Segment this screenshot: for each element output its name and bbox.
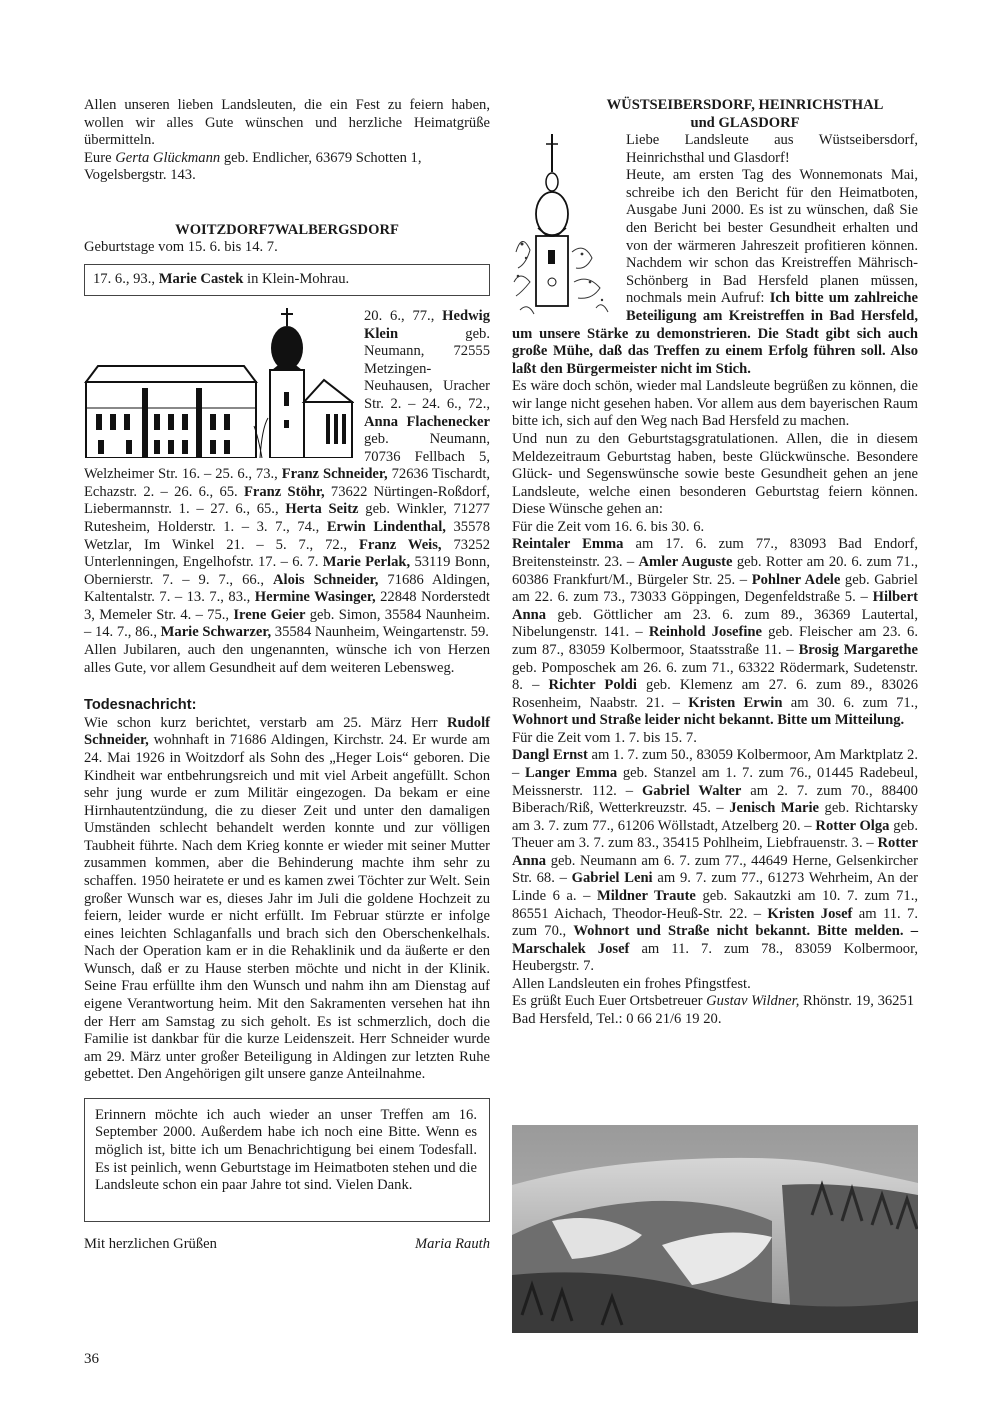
- box-entry-date: 17. 6., 93.,: [93, 271, 156, 288]
- signature-name: Maria Rauth: [415, 1235, 490, 1252]
- birthday-entry: Reintaler Emma am 17. 6. zum 77., 83093 Bad Endorf, Breitensteinstr. 23. –: [512, 536, 918, 571]
- birthday-entry: Rotter Olga geb. Theuer am 3. 7. zum 83., 35415 Pohlheim, Liebfrauenstr. 3. –: [512, 817, 918, 852]
- birthday-entry: Hermine Wasinger, 22848 Norderstedt 3, Memeler Str. 4. – 75.,: [84, 589, 490, 623]
- birthday-entry: Herta Seitz geb. Winkler, 71277 Rutesheim, Holderstr. 1. – 3. 7., 74.,: [84, 501, 490, 535]
- box-entry-place: in Klein-Mohrau.: [247, 271, 350, 288]
- birthday-entry: Jenisch Marie geb. Richtarsky am 3. 7. zum 77., 61206 Wöllstadt, Atzelberg 20. –: [512, 800, 918, 834]
- section-title-wuestseibersdorf: WÜSTSEIBERSDORF, HEINRICHSTHAL und GLASDORF: [606, 97, 884, 131]
- death-notice-text: Wie schon kurz berichtet, verstarb am 25. März Herr Rudolf Schneider, wohnhaft in 71686 Aldingen, Kirchstr. 24. Er wurde am 24. Mai 1926 in Woitzdorf als Sohn des „Heger Lois“ geboren. Die Kindheit war entbehrungsreich und mit viel Arbeit angefüllt. Schon sehr jung wurde er zum Militär eingezogen. Da bekam er eine Hirnhautentzündung, die zu dieser Zeit und unter den damaligen Umständen schlecht behandelt werden konnte und zur völligen Taubheit führte. Nach dem Krieg konnte er wieder mit seiner Mutter zusammen kommen, aber die Behinderung machte ihm sehr zu schaffen. 1950 heiratete er und es kamen zwei Töchter zur Welt. Sein großer Wunsch war es, dieses Jahr im Juli die goldene Hochzeit zu feiern, leider wurde er nicht erfüllt. Im Februar stürzte er infolge eines leichten Schlaganfalls und brach sich den Oberschenkelhals. Nach der Operation kam er in die Rehaklinik und da äußerte er den Wunsch, daß er zu Hause sterben möchte und nicht in der Klinik. Seine Frau erfüllte ihm den Wunsch und nahm ihn am Dienstag auf eigene Verantwortung heim. Mit den Sakramenten versehen hat ihn der Herr am Samstag zu sich geholt. Es ist schmerzlich, doch die Familie ist dankbar für die kurze Leidenszeit. Herr Schneider wurde am 29. März unter großer Beteiligung in Aldingen zur letzten Ruhe gebettet. Den Angehörigen gilt unsere ganze Anteilnahme.: [84, 714, 490, 1083]
- greeting-author: Gerta Glückmann: [115, 149, 221, 166]
- pfingst-wish: Allen Landsleuten ein frohes Pfingstfest.: [512, 975, 751, 992]
- period-2: Für die Zeit vom 1. 7. bis 15. 7.: [512, 729, 697, 746]
- birthday-entry: Brosig Margarethe geb. Pomposchek am 26. 6. zum 71., 63322 Rödermark, Sudetenstr. 8. –: [512, 641, 918, 694]
- birthday-entry: Erwin Lindenthal, 35578 Wetzlar, Im Winkel 21. – 5. 7., 72.,: [84, 518, 490, 553]
- closing-line: [84, 1236, 490, 1254]
- closing-text: Mit herzlichen Grüßen: [84, 1235, 217, 1252]
- reminder-text: Erinnern möchte ich auch wieder an unser Treffen am 16. September 2000. Außerdem habe ich noch eine Bitte. Wenn es möglich ist, bitte ich um Benachrichtigung bei einem Todesfall. Es ist peinlich, wenn Geburtstage im Heimatboten stehen und die Landsleute schon ein paar Jahre tot sind. Vielen Dank.: [95, 1106, 477, 1194]
- birthday-list-1: [512, 536, 918, 729]
- jubilare-wish: Allen Jubilaren, auch den ungenannten, wünsche ich von Herzen alles Gute, vor allem Gesundheit auf dem weiteren Lebensweg.: [84, 642, 490, 676]
- deceased-name: Rudolf Schneider,: [84, 714, 490, 749]
- birthday-list: [84, 308, 490, 642]
- mountain-landscape-photo: [512, 1125, 918, 1333]
- birthday-entry: Mildner Traute geb. Sakautzki am 10. 7. zum 71., 86551 Aichach, Theodor-Heuß-Str. 22. –: [512, 888, 918, 922]
- reminder-box: [84, 1098, 490, 1222]
- birthday-entry: Marie Schwarzer, 35584 Naunheim, Weingartenstr. 59.: [160, 624, 489, 641]
- page-number: 36: [84, 1351, 99, 1367]
- birthday-entry: Irene Geier geb. Simon, 35584 Naunheim. – 14. 7., 86.,: [84, 606, 490, 641]
- signoff: Es grüßt Euch Euer Ortsbetreuer Gustav Wildner, Rhönstr. 19, 36251 Bad Hersfeld, Tel.: 0 66 21/6 19 20.: [512, 993, 915, 1028]
- box-entry-name: Marie Castek: [158, 271, 244, 288]
- church-steeple-illustration: [512, 132, 620, 322]
- birthday-entry: Marie Perlak, 53119 Bonn, Obernierstr. 7. – 9. 7., 66.,: [84, 554, 490, 588]
- right-column: [512, 97, 918, 1029]
- greeting: [84, 150, 490, 185]
- birthday-entry: Kristen Erwin am 30. 6. zum 71.,: [688, 694, 918, 711]
- caretaker-name: Gustav Wildner,: [706, 993, 800, 1010]
- birthday-entry: Anna Flachenecker geb. Neumann, 70736 Fellbach 5, Welzheimer Str. 16. – 25. 6., 73.,: [84, 413, 490, 483]
- birthday-entry: Langer Emma geb. Stanzel am 1. 7. zum 76., 01445 Radebeul, Meissnerstr. 112. –: [512, 764, 918, 799]
- congratulations-paragraph: Und nun zu den Geburtstagsgratulationen. Allen, die in diesem Meldezeitraum Geburtstag haben, beste Glückwünsche. Besondere Glück- und Segenswünsche sowie beste Gesundheit gehen an jene Landsleute, welche einen besonderen Geburtstag feiern können. Diese Wünsche gehen an:: [512, 430, 918, 518]
- greeting-address: geb. Endlicher, 63679 Schotten 1, Vogelsbergstr. 143.: [84, 149, 422, 184]
- left-column: [84, 97, 490, 1253]
- church-village-illustration: [84, 308, 354, 458]
- birthday-entry: Gabriel Leni am 9. 7. zum 77., 61273 Wehrheim, An der Linde 6 a. –: [512, 870, 919, 905]
- period-1: Für die Zeit vom 16. 6. bis 30. 6.: [512, 518, 705, 535]
- birthday-entry: Amler Auguste geb. Rotter am 20. 6. zum 71., 60386 Frankfurt/M., Bürgeler Str. 25. –: [512, 554, 918, 588]
- birthday-entry: Franz Weis, 73252 Unterlenningen, Engelhofstr. 17. – 6. 7.: [84, 536, 490, 571]
- birthday-entry: Kristen Josef am 11. 7. zum 70.,: [512, 905, 918, 940]
- birthday-entry: Wohnort und Straße leider nicht bekannt. Bitte um Mitteilung.: [512, 712, 905, 729]
- birthday-entry: Gabriel Walter am 2. 7. zum 70., 88400 Biberach/Riß, Wetterkreuzstr. 45. –: [512, 782, 918, 817]
- birthday-entry: Rotter Anna geb. Neumann am 6. 7. zum 77., 44649 Herne, Gelsenkircher Str. 68. –: [512, 835, 918, 887]
- birthday-entry: Franz Stöhr, 73622 Nürtingen-Roßdorf, Liebermannstr. 1. – 27. 6., 65.,: [84, 483, 490, 518]
- birthday-entry: Dangl Ernst am 1. 7. zum 50., 83059 Kolbermoor, Am Marktplatz 2. –: [512, 747, 918, 781]
- death-notice-title: Todesnachricht:: [84, 697, 197, 714]
- birthday-entry: Wohnort und Straße nicht bekannt. Bitte melden. – Marschalek Josef am 11. 7. zum 78., 83059 Kolbermoor, Heubergstr. 7.: [512, 923, 918, 975]
- birthday-box: [84, 264, 490, 296]
- birthday-list-2: [512, 747, 918, 976]
- intro-paragraph: Heute, am ersten Tag des Wonnemonats Mai, schreibe ich den Bericht für den Heimatboten, Ausgabe Juni 2000. Es ist zu wünschen, daß Sie den Bericht bei bester Gesundheit erhalten und von der wärmeren Jahreszeit profitieren können. Nachdem wir schon das Kreistreffen Mährisch-Schönberg in Bad Hersfeld planen müssen, nochmals mein Aufruf: Ich bitte um zahlreiche Beteiligung am Kreistreffen in Bad Hersfeld, um unsere Stärke zu demonstrieren. Die Stadt gibt sich auch große Mühe, daß das Treffen zu einem Erfolg führen soll. Also laßt den Bürgermeister nicht im Stich.: [512, 167, 918, 377]
- birthday-entry: Hilbert Anna geb. Göttlicher am 23. 6. zum 89., 36369 Lautertal, Nibelungenstr. 141. –: [512, 589, 918, 641]
- birthday-entry: Pohlner Adele geb. Gabriel am 22. 6. zum 73., 73033 Göppingen, Degenfeldstraße 5. –: [512, 571, 918, 606]
- section-subtitle: Geburtstage vom 15. 6. bis 14. 7.: [84, 239, 278, 256]
- birthday-entry: Franz Schneider, 72636 Tischardt, Echazstr. 2. – 26. 6., 65.: [84, 466, 491, 500]
- birthday-entry: Reinhold Josefine geb. Fleischer am 23. 6. zum 87., 83059 Kolbermoor, Staatsstraße 11. –: [512, 624, 918, 658]
- birthday-entry: Richter Poldi geb. Klemenz am 27. 6. zum 89., 83026 Rosenheim, Naabstr. 21. –: [512, 677, 918, 711]
- greeting-prefix: Eure: [84, 149, 112, 166]
- invitation-paragraph: Es wäre doch schön, wieder mal Landsleute begrüßen zu können, die wir lange nicht gesehen haben. Vor allem aus dem bayerischen Raum bitte ich, sich auf den Weg nach Bad Hersfeld zu machen.: [512, 378, 918, 430]
- birthday-entry: Alois Schneider, 71686 Aldingen, Kaltentalstr. 7. – 13. 7., 83.,: [84, 571, 491, 606]
- intro-text: Allen unseren lieben Landsleuten, die ein Fest zu feiern haben, wollen wir alles Gute wünschen und herzliche Heimatgrüße übermitteln.: [84, 97, 490, 149]
- appeal-bold: Ich bitte um zahlreiche Beteiligung am Kreistreffen in Bad Hersfeld, um unsere Stärke zu demonstrieren. Die Stadt gibt sich auch große Mühe, daß das Treffen zu einem Erfolg führen soll. Also laßt den Bürgermeister nicht im Stich.: [512, 290, 918, 377]
- salutation: Liebe Landsleute aus Wüstseibersdorf, Heinrichsthal und Glasdorf!: [626, 132, 918, 166]
- birthday-entry: 20. 6., 77., Hedwig Klein geb. Neumann, 72555 Metzingen-Neuhausen, Uracher Str. 2. – 24. 6., 72.,: [364, 308, 490, 412]
- section-title-woitzdorf: WOITZDORF7WALBERGSDORF: [175, 221, 399, 238]
